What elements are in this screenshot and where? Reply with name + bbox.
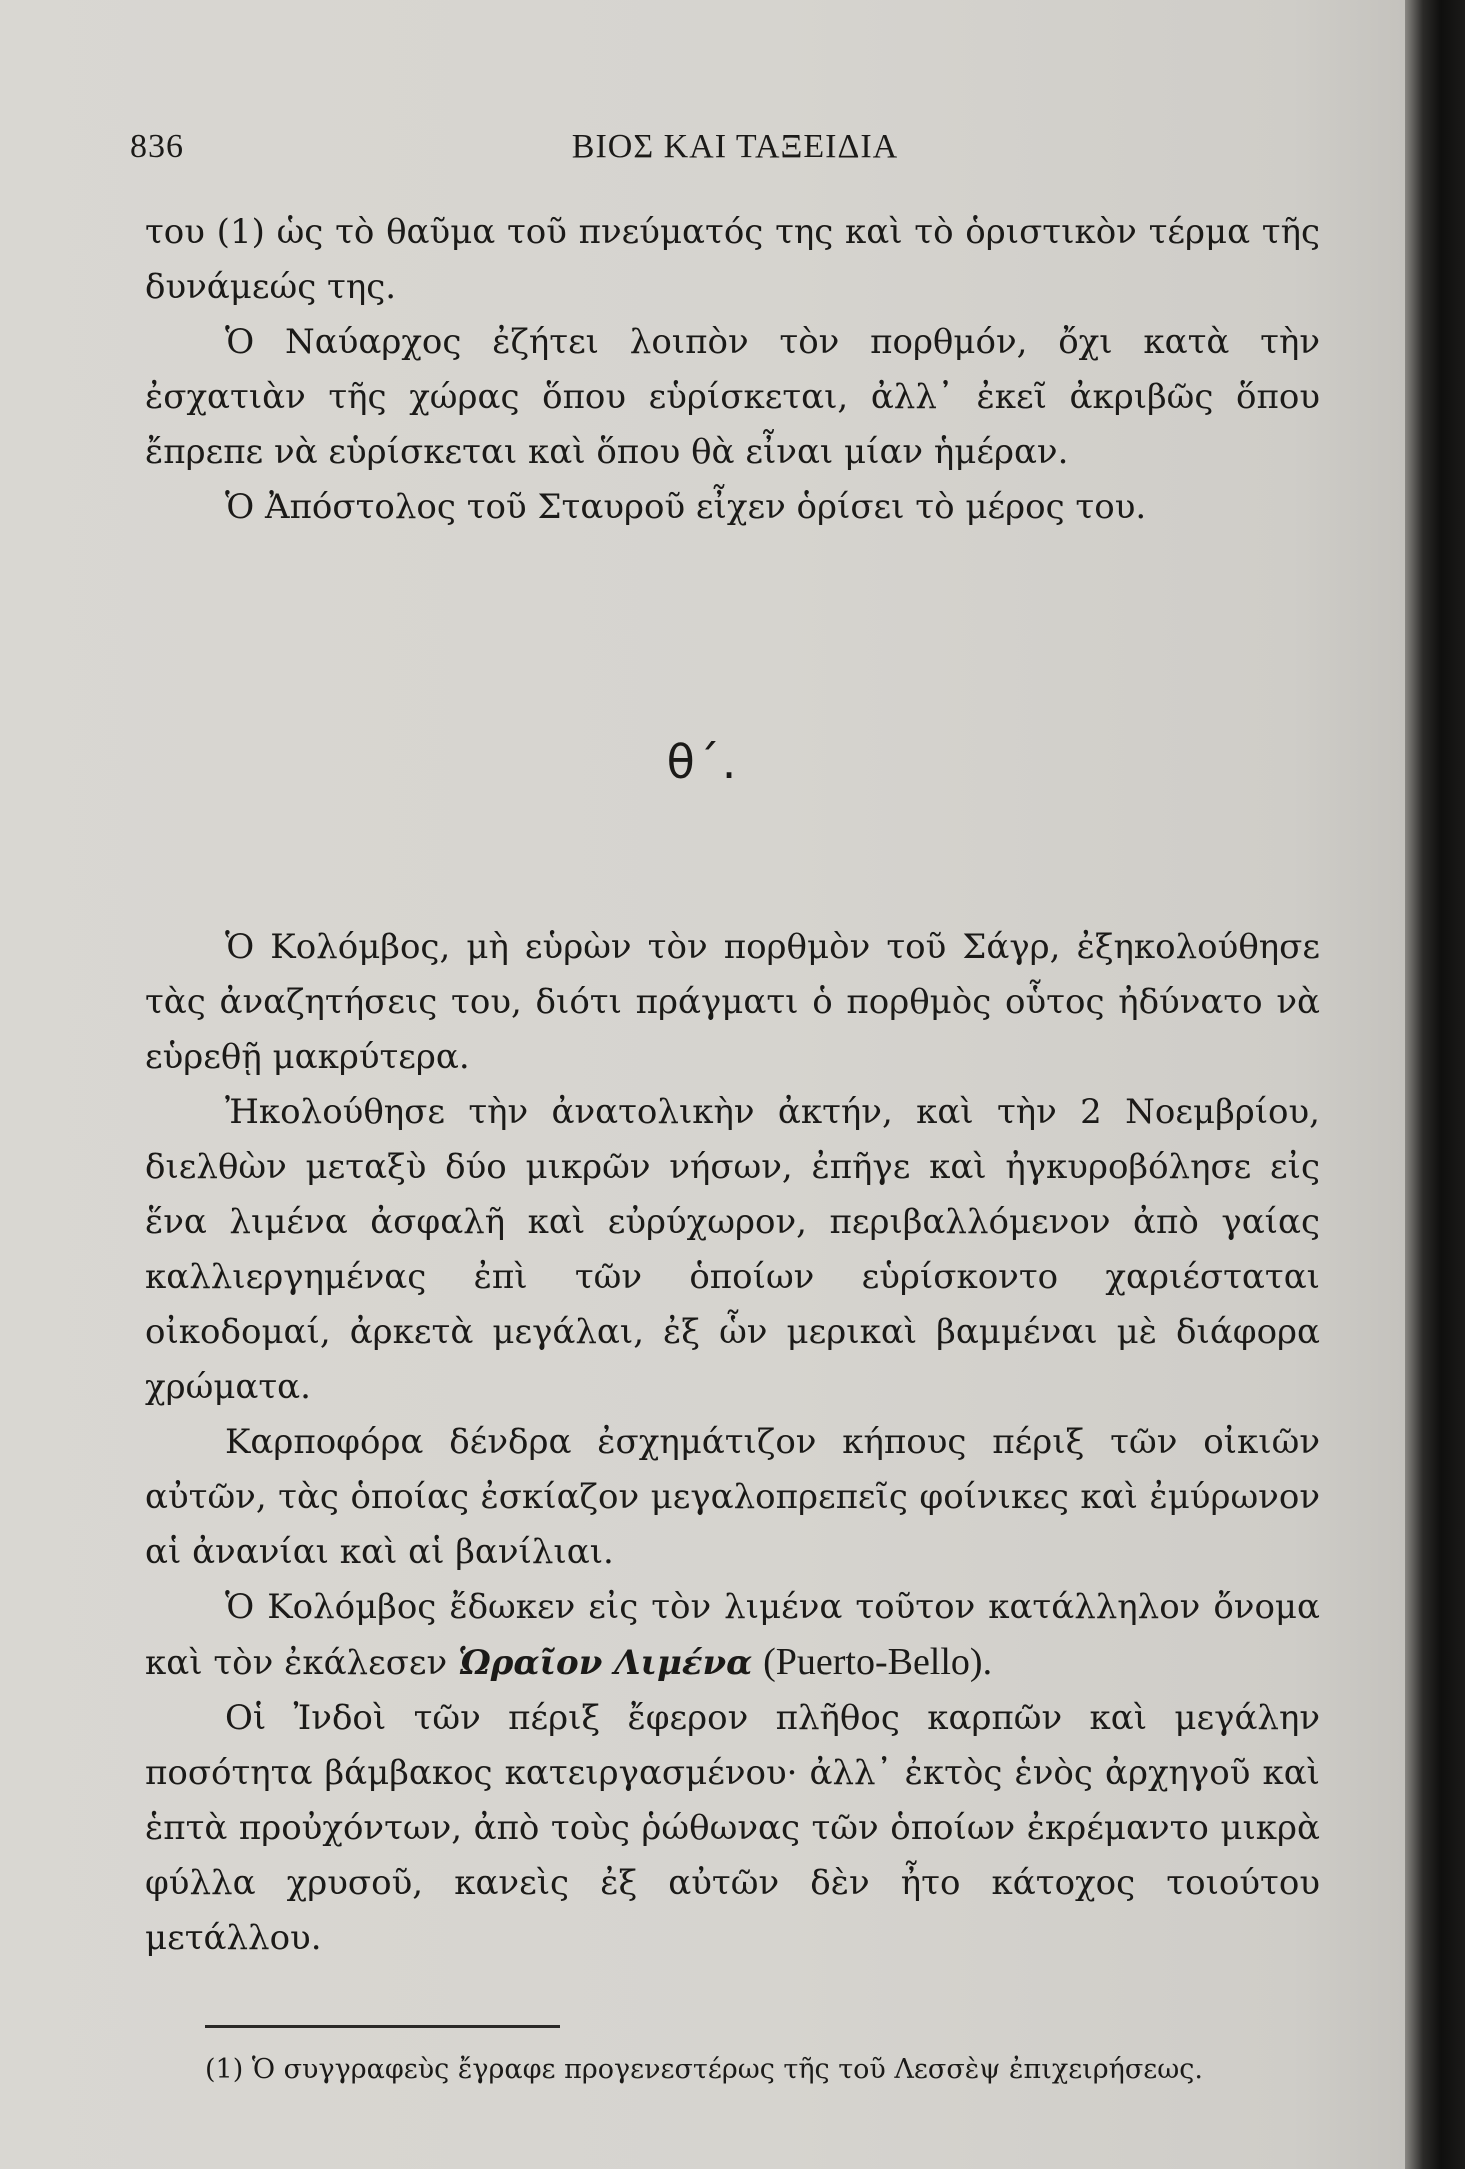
paragraph: [145, 1580, 1320, 1691]
section-heading: θ΄.: [666, 735, 739, 789]
section-2-text: [145, 920, 1320, 1966]
section-1-text: [145, 205, 1320, 535]
paragraph: Καρποφόρα δένδρα ἐσχημάτιζον κήπους πέριξ τῶν οἰκιῶν αὐτῶν, τὰς ὁποίας ἐσκίαζον μεγαλοπρεπεῖς φοίνικες καὶ ἐμύρωνον αἱ ἀνανίαι καὶ αἱ βανίλιαι.: [145, 1422, 1320, 1572]
paragraph-text: Ὁ Κολόμβος ἔδωκεν εἰς τὸν λιμένα τοῦτον κατάλληλον ὄνομα καὶ τὸν ἐκάλεσεν: [145, 1587, 1320, 1683]
paragraph: Ὁ Ἀπόστολος τοῦ Σταυροῦ εἶχεν ὁρίσει τὸ μέρος του.: [225, 487, 1147, 527]
harbor-name: Ὡραῖον Λιμένα: [458, 1643, 753, 1683]
harbor-name-latin: (Puerto-Bello).: [763, 1641, 993, 1683]
paragraph: Ὁ Κολόμβος, μὴ εὑρὼν τὸν πορθμὸν τοῦ Σάγρ, ἐξηκολούθησε τὰς ἀναζητήσεις του, διότι πράγματι ὁ πορθμὸς οὗτος ἠδύνατο νὰ εὑρεθῇ μακρύτερα.: [145, 927, 1320, 1077]
footnote: [145, 2045, 1320, 2095]
footnote-text: Ὁ συγγραφεὺς ἔγραφε προγενεστέρως τῆς τοῦ Λεσσὲψ ἐπιχειρήσεως.: [251, 2054, 1203, 2085]
footnote-marker: (1): [205, 2054, 244, 2085]
paragraph-continuation: του (1) ὡς τὸ θαῦμα τοῦ πνεύματός της καὶ τὸ ὁριστικὸν τέρμα τῆς δυνάμεώς της.: [145, 212, 1320, 307]
page-number: 836: [130, 128, 184, 165]
running-title: ΒΙΟΣ ΚΑΙ ΤΑΞΕΙΔΙΑ: [571, 128, 899, 165]
paragraph: Ἠκολούθησε τὴν ἀνατολικὴν ἀκτήν, καὶ τὴν 2 Νοεμβρίου, διελθὼν μεταξὺ δύο μικρῶν νήσων, ἐπῆγε καὶ ἠγκυροβόλησε εἰς ἕνα λιμένα ἀσφαλῆ καὶ εὐρύχωρον, περιβαλλόμενον ἀπὸ γαίας καλλιεργημένας ἐπὶ τῶν ὁποίων εὑρίσκοντο χαριέσταται οἰκοδομαί, ἀρκετὰ μεγάλαι, ἐξ ὧν μερικαὶ βαμμέναι μὲ διάφορα χρώματα.: [145, 1092, 1320, 1407]
paragraph: Οἱ Ἰνδοὶ τῶν πέριξ ἔφερον πλῆθος καρπῶν καὶ μεγάλην ποσότητα βάμβακος κατειργασμένου· ἀλλ᾽ ἐκτὸς ἑνὸς ἀρχηγοῦ καὶ ἑπτὰ προὐχόντων, ἀπὸ τοὺς ῥώθωνας τῶν ὁποίων ἐκρέμαντο μικρὰ φύλλα χρυσοῦ, κανεὶς ἐξ αὐτῶν δὲν ἦτο κάτοχος τοιούτου μετάλλου.: [145, 1698, 1320, 1958]
paragraph: Ὁ Ναύαρχος ἐζήτει λοιπὸν τὸν πορθμόν, ὄχι κατὰ τὴν ἐσχατιὰν τῆς χώρας ὅπου εὑρίσκεται, ἀλλ᾽ ἐκεῖ ἀκριβῶς ὅπου ἔπρεπε νὰ εὑρίσκεται καὶ ὅπου θὰ εἶναι μίαν ἡμέραν.: [145, 322, 1320, 472]
page-header: [130, 128, 1340, 188]
book-gutter-shadow: [1405, 0, 1465, 2169]
footnote-divider: [205, 2025, 560, 2028]
